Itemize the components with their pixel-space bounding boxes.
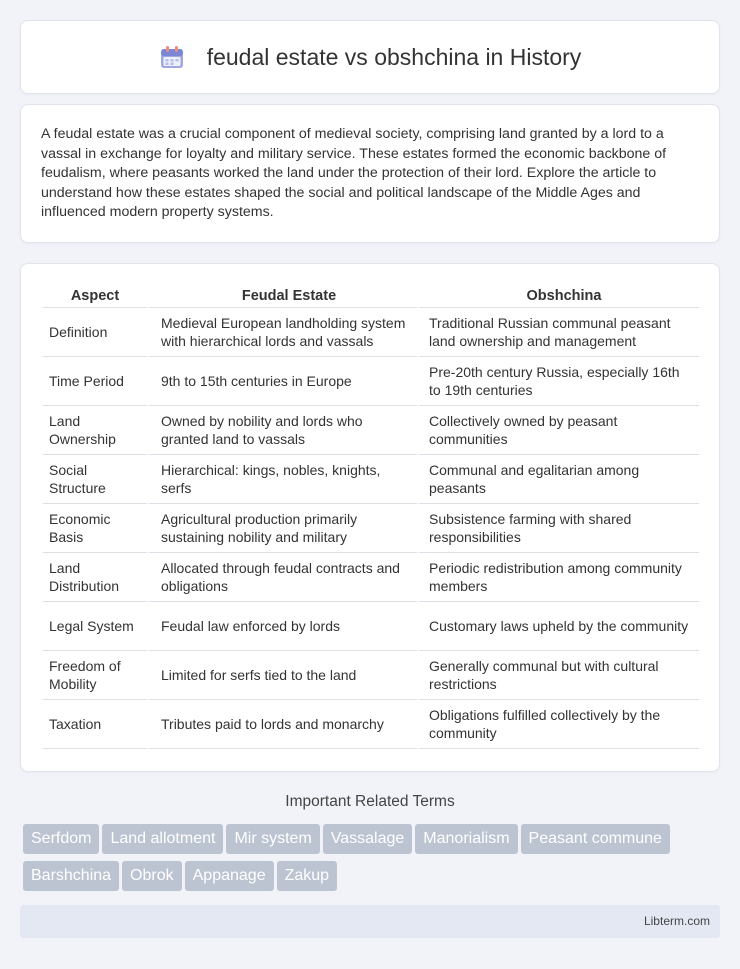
related-terms-heading: Important Related Terms xyxy=(285,793,455,810)
row-feudal-estate: Hierarchical: kings, nobles, knights, serfs xyxy=(147,455,417,504)
row-feudal-estate: 9th to 15th centuries in Europe xyxy=(147,357,417,406)
related-term-tag[interactable]: Land allotment xyxy=(102,824,223,854)
header-aspect: Aspect xyxy=(43,284,147,308)
footer-site-link[interactable]: Libterm.com xyxy=(643,914,710,928)
page-title: feudal estate vs obshchina in History xyxy=(206,43,582,70)
row-feudal-estate: Medieval European landholding system with hierarchical lords and vassals xyxy=(147,308,417,357)
row-obshchina: Obligations fulfilled collectively by the community xyxy=(417,700,699,749)
intro-card xyxy=(20,104,720,243)
row-aspect: Legal System xyxy=(43,602,147,651)
row-aspect: Taxation xyxy=(43,700,147,749)
table-row xyxy=(43,357,699,406)
related-terms-list xyxy=(23,824,723,898)
footer xyxy=(20,905,720,938)
row-aspect: Land Ownership xyxy=(43,406,147,455)
row-obshchina: Communal and egalitarian among peasants xyxy=(417,455,699,504)
title-card xyxy=(20,20,720,94)
row-feudal-estate: Allocated through feudal contracts and obligations xyxy=(147,553,417,602)
row-feudal-estate: Agricultural production primarily sustaining nobility and military xyxy=(147,504,417,553)
row-feudal-estate: Limited for serfs tied to the land xyxy=(147,651,417,700)
related-term-tag[interactable]: Manorialism xyxy=(415,824,517,854)
related-term-tag[interactable]: Serfdom xyxy=(23,824,99,854)
comparison-table-card xyxy=(20,263,720,772)
row-aspect: Time Period xyxy=(43,357,147,406)
related-term-tag[interactable]: Zakup xyxy=(277,861,337,891)
table-row xyxy=(43,455,699,504)
related-term-tag[interactable]: Mir system xyxy=(226,824,319,854)
related-term-tag[interactable]: Peasant commune xyxy=(521,824,670,854)
table-row xyxy=(43,504,699,553)
related-term-tag[interactable]: Obrok xyxy=(122,861,182,891)
row-obshchina: Collectively owned by peasant communities xyxy=(417,406,699,455)
row-obshchina: Traditional Russian communal peasant land ownership and management xyxy=(417,308,699,357)
row-aspect: Freedom of Mobility xyxy=(43,651,147,700)
row-feudal-estate: Feudal law enforced by lords xyxy=(147,602,417,651)
table-row xyxy=(43,553,699,602)
intro-paragraph: A feudal estate was a crucial component of medieval society, comprising land granted by a lord to a vassal in exchange for loyalty and military service. These estates formed the economic backbone of feudalism, where peasants worked the land under the protection of their lord. Explore the article to understand how these estates shaped the social and political landscape of the Middle Ages and influenced modern property systems. xyxy=(41,126,667,221)
row-obshchina: Pre-20th century Russia, especially 16th to 19th centuries xyxy=(417,357,699,406)
table-row xyxy=(43,602,699,651)
row-feudal-estate: Owned by nobility and lords who granted land to vassals xyxy=(147,406,417,455)
table-row xyxy=(43,651,699,700)
row-aspect: Land Distribution xyxy=(43,553,147,602)
related-term-tag[interactable]: Barshchina xyxy=(23,861,119,891)
row-aspect: Economic Basis xyxy=(43,504,147,553)
row-aspect: Definition xyxy=(43,308,147,357)
row-aspect: Social Structure xyxy=(43,455,147,504)
header-obshchina: Obshchina xyxy=(417,284,699,308)
row-feudal-estate: Tributes paid to lords and monarchy xyxy=(147,700,417,749)
comparison-table xyxy=(43,284,699,749)
related-term-tag[interactable]: Appanage xyxy=(185,861,274,891)
table-row xyxy=(43,308,699,357)
row-obshchina: Subsistence farming with shared responsibilities xyxy=(417,504,699,553)
table-header-row xyxy=(43,284,699,308)
calendar-icon xyxy=(159,44,185,70)
table-row xyxy=(43,406,699,455)
row-obshchina: Generally communal but with cultural restrictions xyxy=(417,651,699,700)
header-feudal-estate: Feudal Estate xyxy=(147,284,417,308)
row-obshchina: Periodic redistribution among community members xyxy=(417,553,699,602)
row-obshchina: Customary laws upheld by the community xyxy=(417,602,699,651)
table-row xyxy=(43,700,699,749)
related-term-tag[interactable]: Vassalage xyxy=(323,824,413,854)
